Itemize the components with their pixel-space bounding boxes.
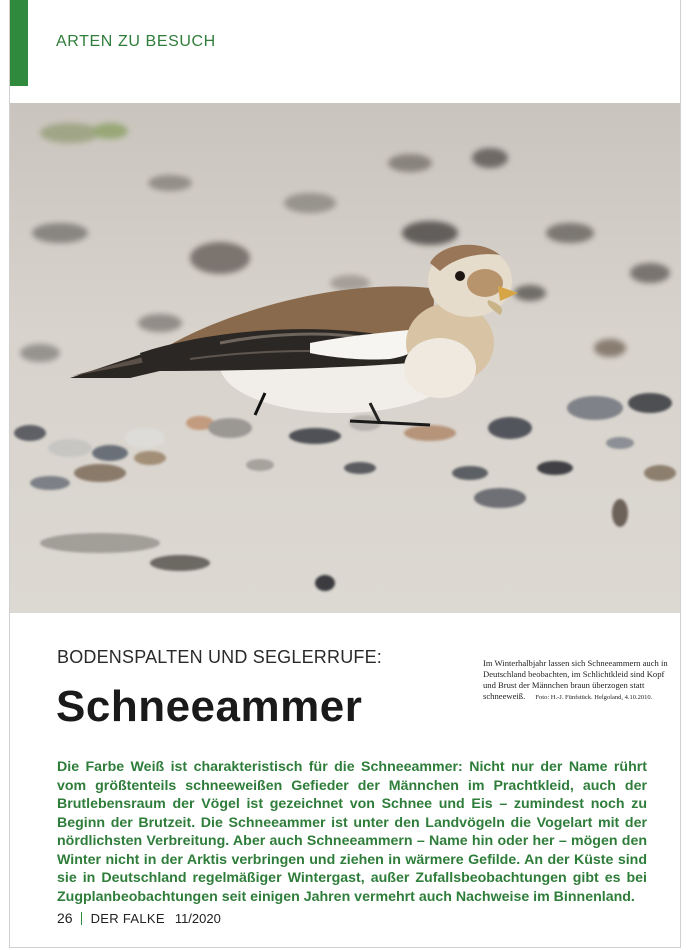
- magazine-name: DER FALKE: [90, 910, 165, 926]
- issue-number: 11/2020: [174, 910, 221, 926]
- page-number: 26: [57, 910, 73, 926]
- article-kicker: BODENSPALTEN UND SEGLERRUFE:: [57, 647, 382, 667]
- article-headline: Schneeammer: [56, 682, 363, 731]
- page-footer: [57, 910, 221, 926]
- article-lead: Die Farbe Weiß ist charakteristisch für die Schneeammer: Nicht nur der Name rührt vom größtenteils schneeweißen Gefieder der Männchen im Prachtkleid, auch der Brutlebensraum der Vögel ist gezeichnet von Schnee und Eis – zumindest noch zu Beginn der Brutzeit. Die Schneeammer ist unter den Landvögeln die Vogelart mit der nördlichsten Verbreitung. Aber auch Schneeammern – Name hin oder her – mögen den Winter nicht in der Arktis verbringen und ziehen in wärmere Gefilde. An der Küste sind sie in Deutschland regelmäßiger Wintergast, außer Zufallsbeobachtungen gibt es bei Zugplanbeobachtungen seit einigen Jahren vermehrt auch Nachweise im Binnenland.: [57, 759, 647, 905]
- caption-text: Im Winterhalbjahr lassen sich Schneeammern auch in Deutschland beobachten, im Schlichtkleid sind Kopf und Brust der Männchen braun überzogen statt schneeweiß.: [483, 658, 668, 701]
- photo-caption: [480, 656, 673, 706]
- section-color-tab: [10, 0, 28, 86]
- section-label: ARTEN ZU BESUCH: [56, 33, 216, 50]
- photo-credit: Foto: H.-J. Fünfstück. Helgoland, 4.10.2010.: [535, 694, 653, 701]
- footer-divider: [81, 912, 82, 925]
